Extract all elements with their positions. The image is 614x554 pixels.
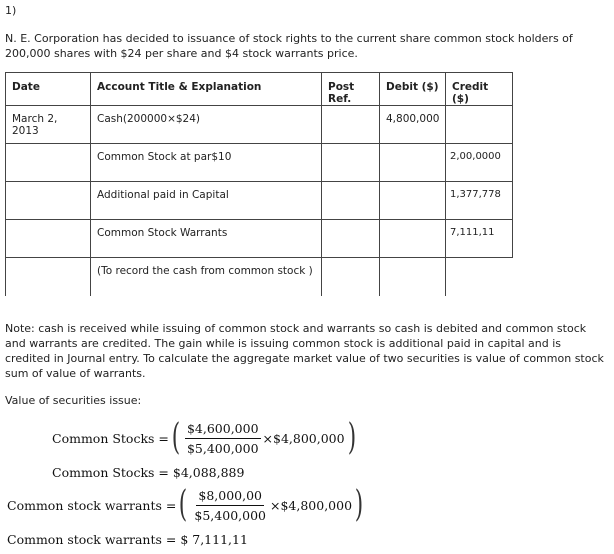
cell-date (6, 220, 91, 258)
eq3-numerator: $8,000,00 (196, 488, 264, 506)
header-account: Account Title & Explanation (91, 73, 322, 106)
header-debit: Debit ($) (380, 73, 446, 106)
cell-account: Common Stock Warrants (91, 220, 322, 258)
eq3-multiplier: ×$4,800,000 (269, 497, 353, 513)
cell-credit (446, 258, 513, 296)
question-number: 1) (5, 4, 17, 17)
equation-warrants-result: Common stock warrants = $ 7,111,11 (7, 532, 248, 547)
cell-debit: 4,800,000 (380, 106, 446, 144)
cell-post-ref (322, 182, 380, 220)
cell-date: March 2, 2013 (6, 106, 91, 144)
eq1-denominator: $5,400,000 (186, 440, 259, 456)
cell-account: Additional paid in Capital (91, 182, 322, 220)
cell-account: Cash(200000×$24) (91, 106, 322, 144)
cell-date (6, 182, 91, 220)
intro-paragraph: N. E. Corporation has decided to issuance of stock rights to the current share common stock holders of 200,000 shares with $24 per share and $4 stock warrants price. (5, 32, 573, 60)
table-row (6, 220, 513, 258)
cell-debit (380, 258, 446, 296)
right-paren: ) (354, 484, 364, 525)
cell-post-ref (322, 106, 380, 144)
table-header-row (6, 73, 513, 106)
header-date: Date (6, 73, 91, 106)
table-row (6, 144, 513, 182)
table-row (6, 258, 513, 296)
eq1-fraction (185, 421, 261, 456)
cell-account: (To record the cash from common stock ) (91, 258, 322, 296)
note-paragraph: Note: cash is received while issuing of common stock and warrants so cash is debited and common stock and warrants are credited. The gain while is issuing common stock is additional paid in capital and is credited in Journal entry. To calculate the aggregate market value of two securities is value of common stock sum of value of warrants. (5, 322, 604, 380)
left-paren: ( (179, 484, 188, 525)
cell-credit (446, 106, 513, 144)
value-label: Value of securities issue: (5, 394, 142, 407)
eq1-lhs: Common Stocks = (52, 430, 169, 446)
eq3-denominator: $5,400,000 (194, 507, 266, 523)
cell-account: Common Stock at par$10 (91, 144, 322, 182)
equation-common-stocks-fraction (52, 417, 359, 458)
right-paren: ) (347, 417, 356, 458)
table-row (6, 182, 513, 220)
cell-debit (380, 144, 446, 182)
table-row (6, 106, 513, 144)
cell-date (6, 258, 91, 296)
equation-common-stocks-result: Common Stocks = $4,088,889 (52, 465, 245, 480)
journal-entry-table (5, 72, 513, 296)
eq3-fraction (192, 488, 268, 523)
cell-credit: 1,377,778 (446, 182, 513, 220)
eq3-lhs: Common stock warrants = (7, 497, 177, 513)
header-credit: Credit ($) (446, 73, 513, 106)
eq1-numerator: $4,600,000 (185, 421, 261, 439)
cell-post-ref (322, 144, 380, 182)
cell-credit: 2,00,0000 (446, 144, 513, 182)
eq1-multiplier: ×$4,800,000 (262, 430, 345, 446)
cell-date (6, 144, 91, 182)
cell-debit (380, 182, 446, 220)
cell-post-ref (322, 258, 380, 296)
header-post-ref: Post Ref. (322, 73, 380, 106)
cell-credit: 7,111,11 (446, 220, 513, 258)
left-paren: ( (171, 417, 181, 458)
equation-warrants-fraction (7, 484, 366, 525)
cell-debit (380, 220, 446, 258)
cell-post-ref (322, 220, 380, 258)
